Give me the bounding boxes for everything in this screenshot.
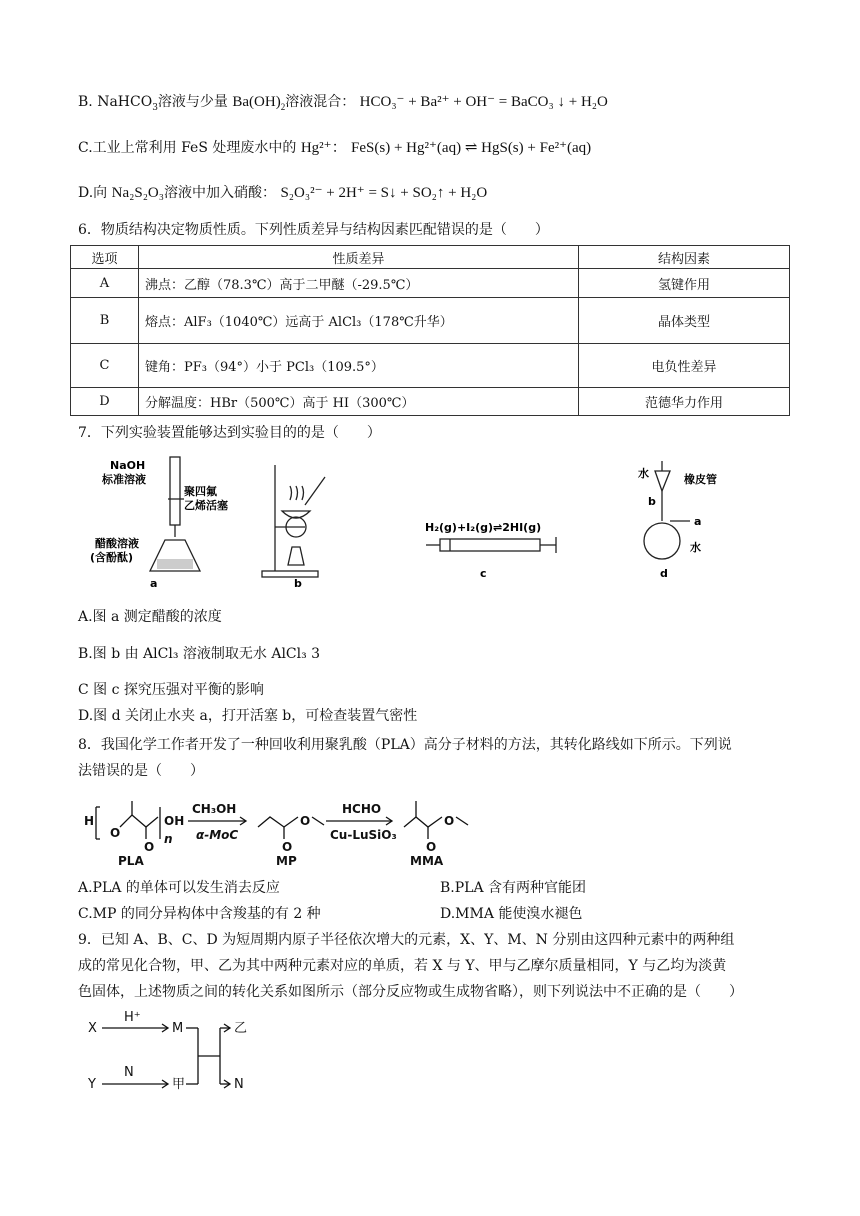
q5-option-d: D.向 Na₂S₂O₃溶液中加入硝酸： S₂O₃²⁻ + 2H⁺ = S↓ + SO₂↑ + H₂O <box>78 185 488 201</box>
reagent-2-bottom: Cu-LuSiO₃ <box>330 828 397 842</box>
fig-d-label-a: a <box>694 515 702 528</box>
pla-n: n <box>164 832 173 846</box>
mma-ester-o: O <box>444 814 455 828</box>
mma-carbonyl-o: O <box>426 840 437 854</box>
pla-o: O <box>110 826 121 840</box>
q7-apparatus-figure <box>0 455 860 595</box>
fig-a-label-2: 标准溶液 <box>102 473 146 486</box>
fig-d-caption: d <box>660 567 668 580</box>
node-m: M <box>172 1021 184 1036</box>
table-header-row: 选项 性质差异 结构因素 <box>71 246 790 269</box>
fig-d-label-b: b <box>648 495 656 508</box>
q8-option-a: A.PLA 的单体可以发生消去反应 <box>78 880 280 896</box>
reagent-1-bottom: α-MoC <box>196 828 239 842</box>
fig-c-caption: c <box>480 567 487 580</box>
fig-b-caption: b <box>294 577 302 590</box>
reagent-2-top: HCHO <box>342 802 382 816</box>
q9-stem-line1: 9．已知 A、B、C、D 为短周期内原子半径依次增大的元素，X、Y、M、N 分别由这四种元素中的两种组 <box>78 932 735 948</box>
q6-stem: 6．物质结构决定物质性质。下列性质差异与结构因素匹配错误的是（ ） <box>78 222 549 238</box>
q8-reaction-scheme <box>0 787 860 877</box>
q7-option-b: B.图 b 由 AlCl₃ 溶液制取无水 AlCl₃ 3 <box>78 646 321 662</box>
fig-c-equation: H₂(g)+I₂(g)⇌2HI(g) <box>425 521 542 534</box>
node-x: X <box>88 1021 97 1036</box>
fig-d-label-water-top: 水 <box>638 467 649 480</box>
fig-d-label-tube: 橡皮管 <box>684 473 717 486</box>
pla-oh: OH <box>164 814 185 828</box>
q8-stem-line2: 法错误的是（ ） <box>78 763 204 779</box>
label-mp: MP <box>276 854 297 868</box>
fig-a-label-4: 乙烯活塞 <box>184 499 228 512</box>
table-row: A 沸点：乙醇（78.3℃）高于二甲醚（-29.5℃） 氢键作用 <box>71 269 790 298</box>
reagent-1-top: CH₃OH <box>192 802 237 816</box>
label-n-over-arrow: N <box>124 1065 134 1080</box>
q7-option-a: A.图 a 测定醋酸的浓度 <box>78 609 222 625</box>
fig-a-label-3: 聚四氟 <box>184 485 217 498</box>
figure-b-evaporation <box>262 465 325 577</box>
table-row: D 分解温度：HBr（500℃）高于 HI（300℃） 范德华力作用 <box>71 388 790 416</box>
q8-option-c: C.MP 的同分异构体中含羧基的有 2 种 <box>78 906 321 922</box>
label-h-plus: H⁺ <box>124 1010 141 1025</box>
pla-carbonyl-o: O <box>144 840 155 854</box>
q9-stem-line3: 色固体，上述物质之间的转化关系如图所示（部分反应物或生成物省略），则下列说法中不正确的是（ ） <box>78 984 743 1000</box>
table-row: C 键角：PF₃（94°）小于 PCl₃（109.5°） 电负性差异 <box>71 344 790 388</box>
mp-ester-o: O <box>300 814 311 828</box>
pla-h: H <box>84 814 95 828</box>
node-n: N <box>234 1077 244 1092</box>
q7-option-d: D.图 d 关闭止水夹 a，打开活塞 b，可检查装置气密性 <box>78 708 418 724</box>
node-jia: 甲 <box>172 1077 186 1092</box>
q8-option-b: B.PLA 含有两种官能团 <box>440 880 587 896</box>
figure-a-titration <box>150 457 200 571</box>
mp-carbonyl-o: O <box>282 840 293 854</box>
fig-a-label-1: NaOH <box>110 459 146 472</box>
fig-a-label-6: (含酚酞) <box>90 551 134 564</box>
q9-stem-line2: 成的常见化合物，甲、乙为其中两种元素对应的单质，若 X 与 Y、甲与乙摩尔质量相同，Y 与乙均为淡黄 <box>78 958 727 974</box>
q7-stem: 7．下列实验装置能够达到实验目的的是（ ） <box>78 425 381 441</box>
q8-stem-line1: 8．我国化学工作者开发了一种回收利用聚乳酸（PLA）高分子材料的方法，其转化路线如下所示。下列说 <box>78 737 732 753</box>
node-yi: 乙 <box>234 1021 248 1036</box>
q8-option-d: D.MMA 能使溴水褪色 <box>440 906 583 922</box>
q5-option-b: B. NaHCO$_3$溶液与少量 $Ba(OH)_2$溶液混合： HCO₃⁻ + Ba²⁺ + OH⁻ = BaCO₃ ↓ + H₂O <box>78 94 608 113</box>
label-mma: MMA <box>410 854 444 868</box>
q6-table <box>70 245 790 416</box>
q9-conversion-diagram <box>80 1008 380 1098</box>
table-row: B 熔点：AlF₃（1040℃）远高于 AlCl₃（178℃升华） 晶体类型 <box>71 298 790 344</box>
fig-d-label-water-bottom: 水 <box>690 541 701 554</box>
figure-c-syringe <box>426 537 556 553</box>
fig-a-caption: a <box>150 577 158 590</box>
q5-option-c: C.工业上常利用 FeS 处理废水中的 Hg²⁺： FeS(s) + Hg²⁺(aq) ⇌ HgS(s) + Fe²⁺(aq) <box>78 140 592 156</box>
fig-a-label-5: 醋酸溶液 <box>95 537 139 550</box>
label-pla: PLA <box>118 854 144 868</box>
node-y: Y <box>88 1077 96 1092</box>
q7-option-c: C 图 c 探究压强对平衡的影响 <box>78 682 264 698</box>
